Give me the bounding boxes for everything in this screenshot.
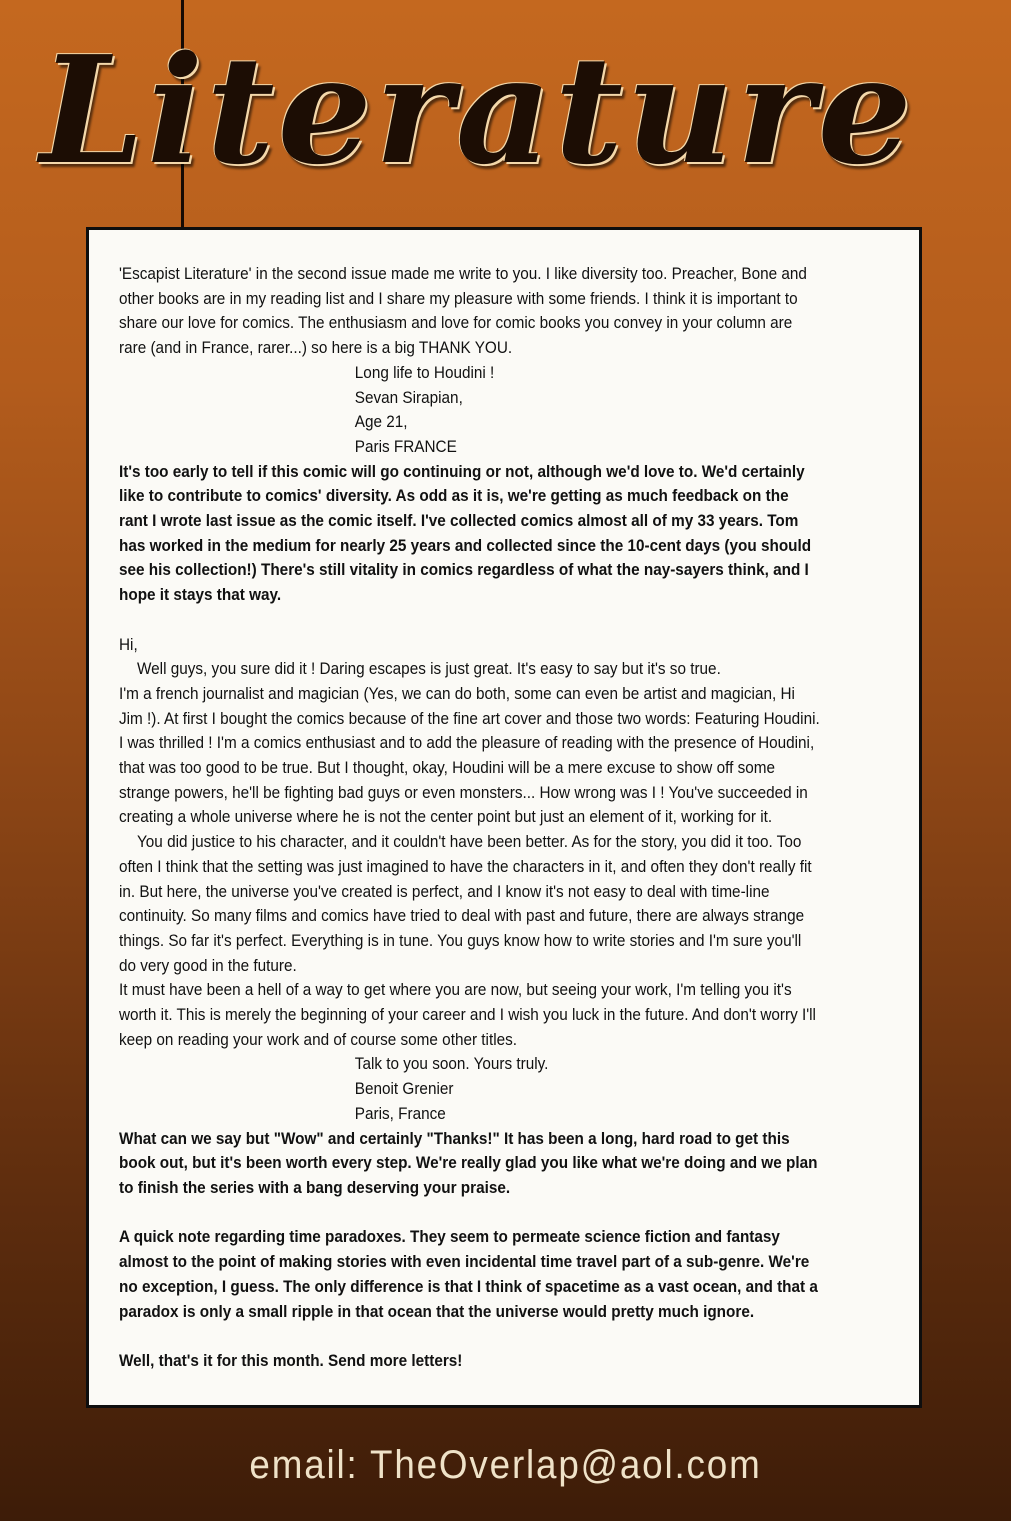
letter-1-age: Age 21, (354, 412, 408, 432)
letter-2-author: Benoit Grenier (354, 1079, 454, 1099)
letter-2-paragraph-2: I'm a french journalist and magician (Yes, we can do both, some can even be artist and magician, Hi Jim !). At first I bought the comics because of the fine art cover and those two words: Featuring Houdini. I was thrilled ! I'm a comics enthusiast and to add the pleasure of reading with the presence of Houdini, that was too good to be true. But I thought, okay, Houdini will be a mere excuse to show off some strange powers, he'll be fighting bad guys or even monsters... How wrong was I ! You've succeeded in creating a whole universe where he is not the center point but just an element of it, working for it. (119, 683, 820, 827)
contact-email: email: TheOverlap@aol.com (249, 1443, 762, 1487)
letter-1-closing: Long life to Houdini ! (354, 362, 495, 382)
letter-2-location: Paris, France (354, 1103, 446, 1123)
letter-2-greeting: Hi, (119, 634, 138, 654)
letter-1-author: Sevan Sirapian, (354, 387, 463, 407)
editor-note: A quick note regarding time paradoxes. They seem to permeate science fiction and fantasy almost to the point of making stories with even incidental time travel part of a sub-genre. We're no exception, I guess. The only difference is that I think of spacetime as a vast ocean, and that a paradox is only a small ripple in that ocean that the universe would pretty much ignore. (119, 1227, 818, 1321)
page-title: Literature (40, 23, 915, 197)
editor-reply-1: It's too early to tell if this comic will go continuing or not, although we'd love to. We'd certainly like to contribute to comics' diversity. As odd as it is, we're getting as much feedback on the rant I wrote last issue as the comic itself. I've collected comics almost all of my 33 years. Tom has worked in the medium for nearly 25 years and collected since the 10-cent days (you should see his collection!) There's still vitality in comics regardless of what the nay-sayers think, and I hope it stays that way. (119, 461, 812, 605)
letter-2-paragraph-3: You did justice to his character, and it couldn't have been better. As for the story, you did it too. Too often I think that the setting was just imagined to have the characters in it, and often they don't really fit in. But here, the universe you've created is perfect, and I know it's not easy to deal with time-line continuity. So many films and comics have tried to deal with past and future, there are always strange things. So far it's perfect. Everything is in tune. You guys know how to write stories and I'm sure you'll do very good in the future. (119, 832, 812, 975)
editor-reply-2: What can we say but "Wow" and certainly "Thanks!" It has been a long, hard road to get this book out, but it's been worth every step. We're really glad you like what we're doing and we plan to finish the series with a bang deserving your praise. (119, 1128, 818, 1197)
letter-1-location: Paris FRANCE (354, 436, 457, 456)
editor-signoff: Well, that's it for this month. Send more letters! (119, 1350, 463, 1370)
letter-2-closing: Talk to you soon. Yours truly. (354, 1054, 549, 1074)
letter-2-paragraph-1: Well guys, you sure did it ! Daring escapes is just great. It's easy to say but it's so true. (137, 659, 721, 679)
letter-1-body: 'Escapist Literature' in the second issue made me write to you. I like diversity too. Preacher, Bone and other books are in my reading list and I share my pleasure with some friends. I think it is important to share our love for comics. The enthusiasm and love for comic books you convey in your column are rare (and in France, rarer...) so here is a big THANK YOU. (119, 264, 807, 358)
letter-2-paragraph-4: It must have been a hell of a way to get where you are now, but seeing your work, I'm telling you it's worth it. This is merely the beginning of your career and I wish you luck in the future. And don't worry I'll keep on reading your work and of course some other titles. (119, 980, 816, 1049)
letters-panel (86, 227, 922, 1408)
